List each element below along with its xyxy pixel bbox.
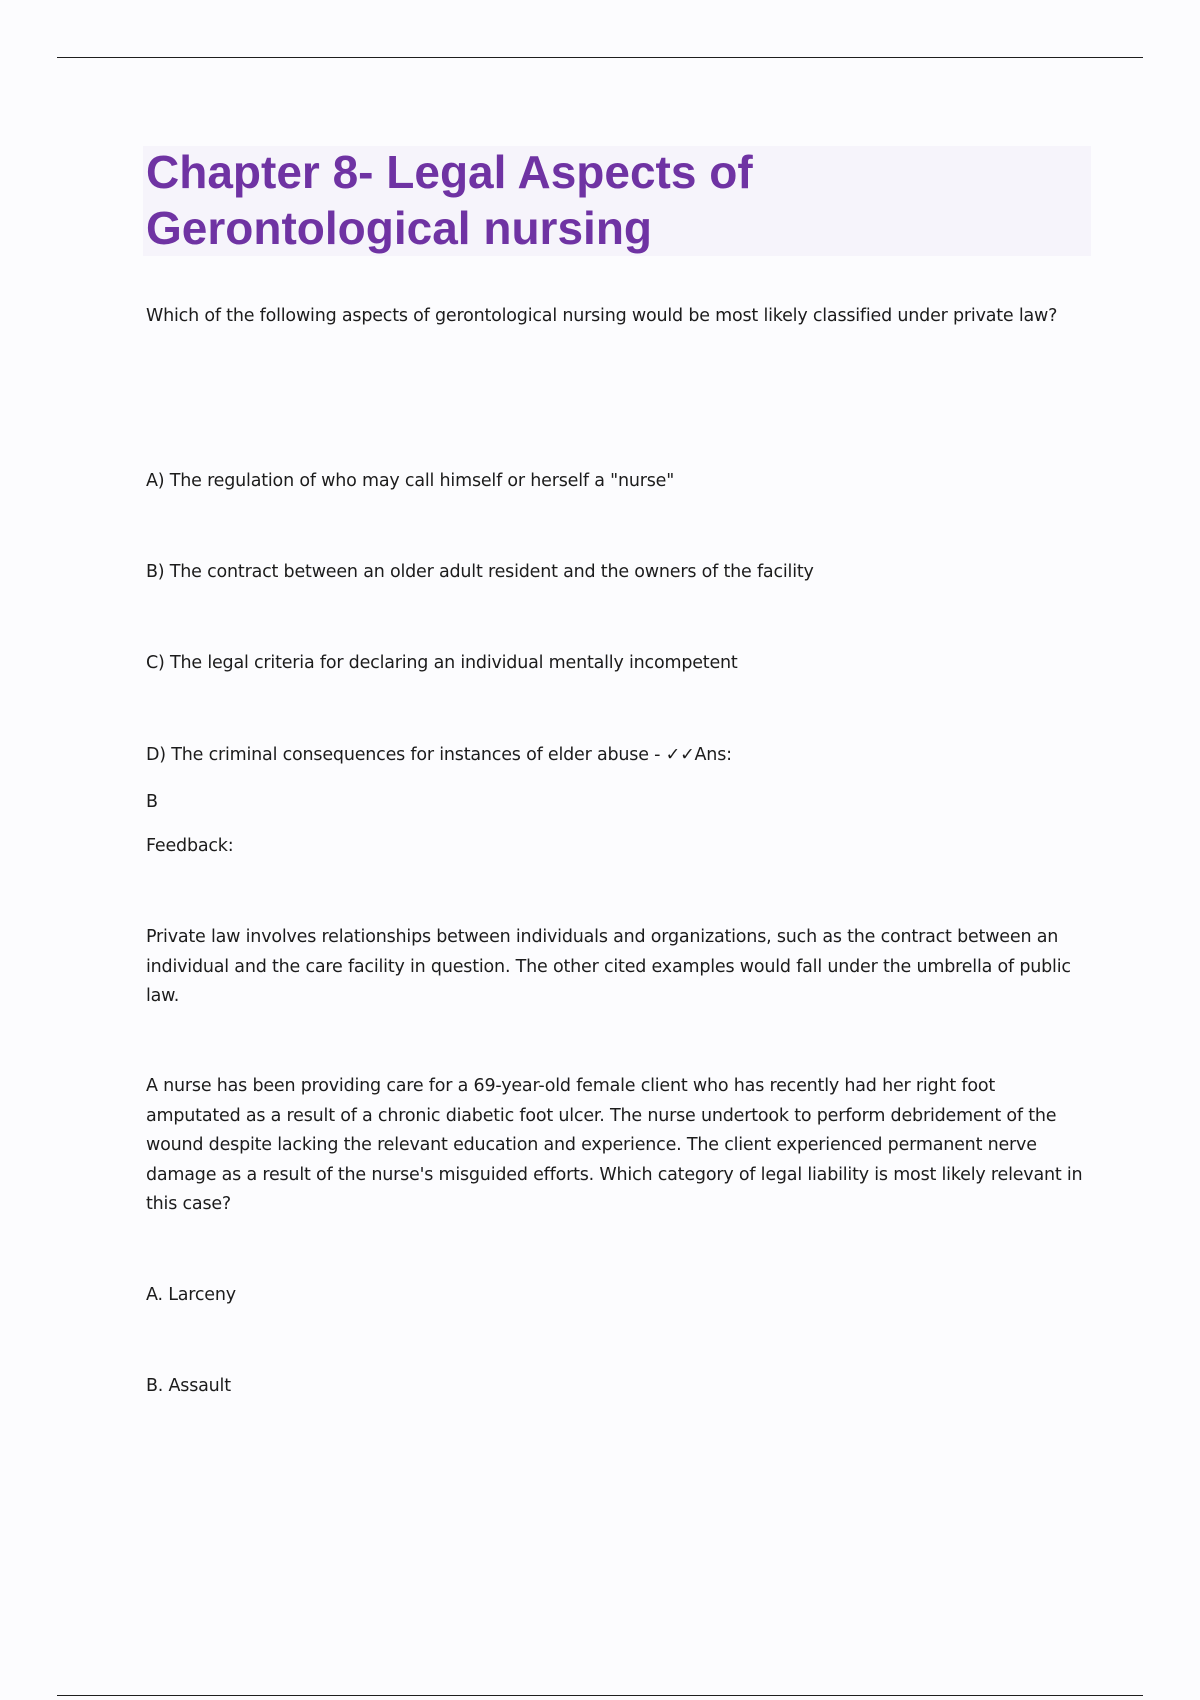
question-2-option-b: B. Assault bbox=[146, 1376, 231, 1396]
question-1-option-c: C) The legal criteria for declaring an individual mentally incompetent bbox=[146, 653, 738, 673]
question-1-option-a: A) The regulation of who may call himself or herself a "nurse" bbox=[146, 471, 675, 491]
top-rule bbox=[57, 57, 1143, 58]
question-1-answer: B bbox=[146, 792, 158, 812]
feedback-text: Private law involves relationships between individuals and organizations, such as the contract between an individual and the care facility in question. The other cited examples would fall under the umbrella of public law. bbox=[146, 927, 1071, 1006]
question-1-prompt: Which of the following aspects of gerontological nursing would be most likely classified under private law? bbox=[146, 306, 1058, 326]
question-2-option-a: A. Larceny bbox=[146, 1285, 236, 1305]
bottom-rule bbox=[57, 1695, 1143, 1696]
question-1-option-b: B) The contract between an older adult resident and the owners of the facility bbox=[146, 562, 814, 582]
question-1-option-d: D) The criminal consequences for instances of elder abuse - ✓✓Ans: bbox=[146, 745, 732, 765]
chapter-title: Chapter 8- Legal Aspects of Gerontological nursing bbox=[146, 146, 753, 254]
question-2-prompt: A nurse has been providing care for a 69-year-old female client who has recently had her right foot amputated as a result of a chronic diabetic foot ulcer. The nurse undertook to perform debridement of the wound despite lacking the relevant education and experience. The client experienced permanent nerve damage as a result of the nurse's misguided efforts. Which category of legal liability is most likely relevant in this case? bbox=[146, 1076, 1083, 1214]
feedback-label: Feedback: bbox=[146, 836, 234, 856]
